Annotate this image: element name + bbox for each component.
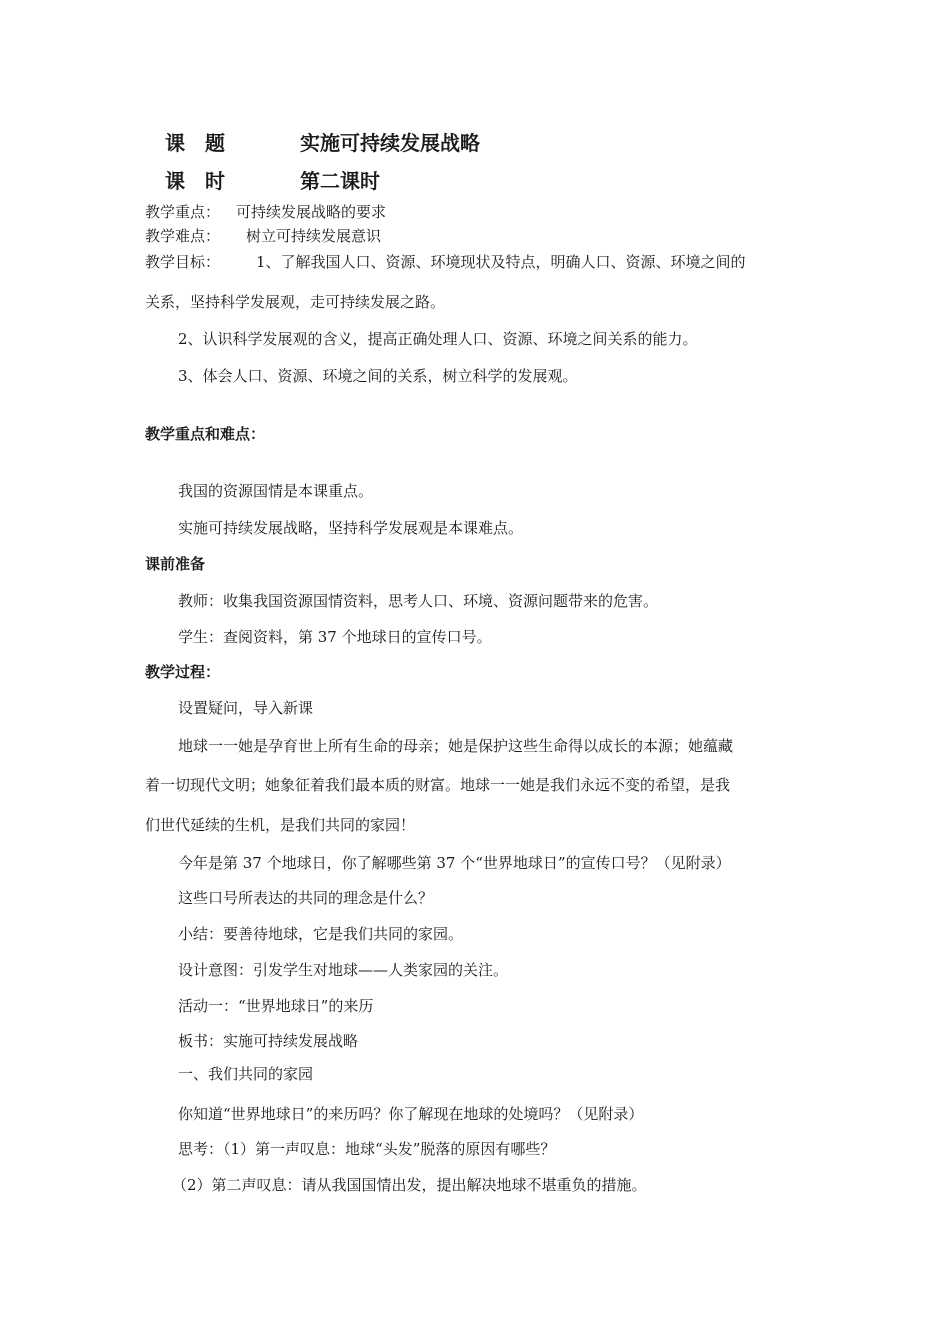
objective-2: 2、认识科学发展观的含义，提高正确处理人口、资源、环境之间关系的能力。	[178, 330, 698, 348]
prep-teacher: 教师：收集我国资源国情资料，思考人口、环境、资源问题带来的危害。	[178, 592, 659, 610]
key-point-value: 可持续发展战略的要求	[236, 203, 387, 221]
difficulty-value: 树立可持续发展意识	[246, 227, 382, 245]
process-line: 思考：（1）第一声叹息：地球“头发”脱落的原因有哪些？	[178, 1140, 556, 1158]
focus-line-1: 我国的资源国情是本课重点。	[178, 482, 374, 500]
prep-heading: 课前准备	[145, 555, 206, 573]
objective-1-line-1: 1、了解我国人口、资源、环境现状及特点，明确人口、资源、环境之间的	[256, 253, 746, 271]
process-line: 地球一一她是孕育世上所有生命的母亲；她是保护这些生命得以成长的本源；她蕴藏	[178, 737, 734, 755]
process-line: （2）第二声叹息：请从我国国情出发，提出解决地球不堪重负的措施。	[172, 1176, 647, 1194]
difficulty-label: 教学难点：	[145, 227, 221, 245]
topic-label: 课 题	[165, 131, 225, 155]
process-line: 们世代延续的生机，是我们共同的家园！	[145, 816, 416, 834]
process-line: 一、我们共同的家园	[178, 1065, 314, 1083]
process-line: 小结：要善待地球，它是我们共同的家园。	[178, 925, 464, 943]
process-line: 着一切现代文明；她象征着我们最本质的财富。地球一一她是我们永远不变的希望，是我	[145, 776, 731, 794]
process-line: 活动一：“世界地球日”的来历	[178, 997, 374, 1015]
process-line: 设置疑问，导入新课	[178, 699, 314, 717]
process-line: 你知道“世界地球日”的来历吗？你了解现在地球的处境吗？（见附录）	[178, 1105, 644, 1123]
objectives-label: 教学目标：	[145, 253, 221, 271]
focus-line-2: 实施可持续发展战略，坚持科学发展观是本课难点。	[178, 519, 524, 537]
period-label: 课 时	[165, 169, 225, 193]
process-line: 板书：实施可持续发展战略	[178, 1032, 359, 1050]
topic-title: 实施可持续发展战略	[300, 131, 480, 155]
process-line: 设计意图：引发学生对地球——人类家园的关注。	[178, 961, 509, 979]
process-line: 这些口号所表达的共同的理念是什么？	[178, 889, 434, 907]
objective-3: 3、体会人口、资源、环境之间的关系，树立科学的发展观。	[178, 367, 578, 385]
period-value: 第二课时	[300, 169, 380, 193]
focus-heading: 教学重点和难点：	[145, 425, 266, 443]
process-line: 今年是第 37 个地球日，你了解哪些第 37 个“世界地球日”的宣传口号？（见附录）	[178, 854, 731, 872]
objective-1-line-2: 关系，坚持科学发展观，走可持续发展之路。	[145, 293, 446, 311]
prep-student: 学生：查阅资料，第 37 个地球日的宣传口号。	[178, 628, 492, 646]
process-heading: 教学过程：	[145, 663, 221, 681]
key-point-label: 教学重点：	[145, 203, 221, 221]
